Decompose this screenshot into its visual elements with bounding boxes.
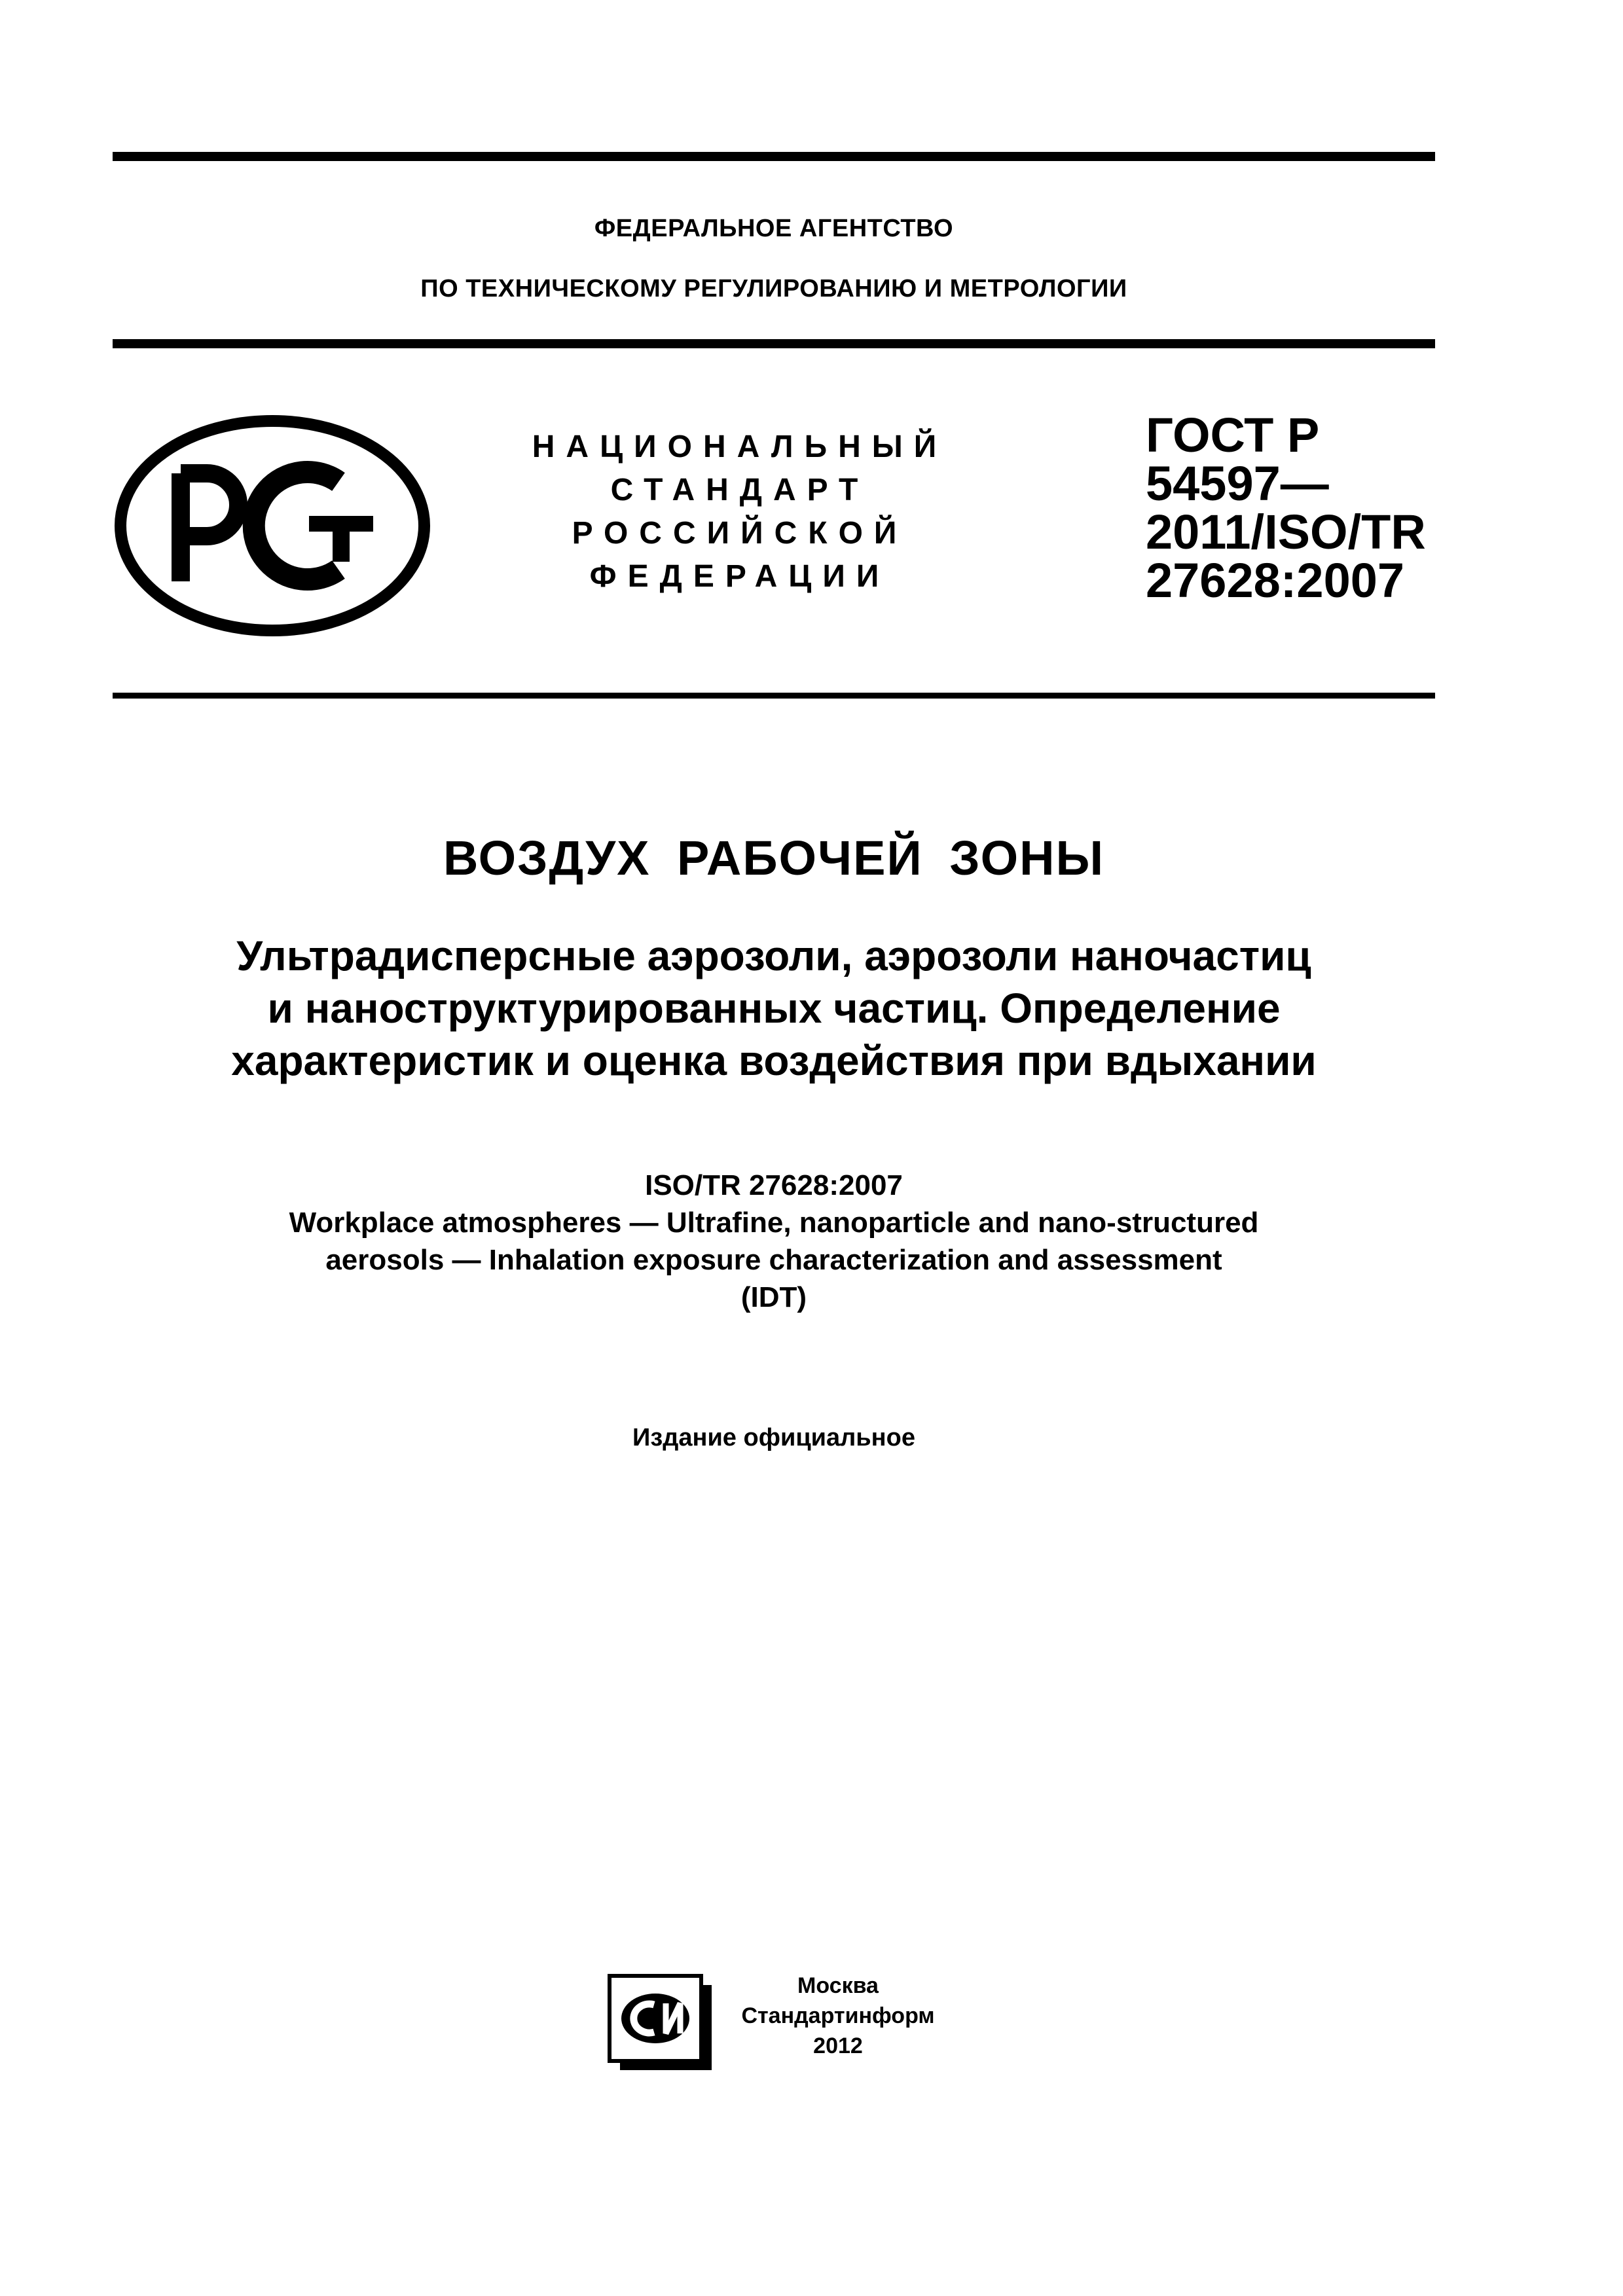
international-standard-reference	[113, 1167, 1435, 1316]
iso-equivalence: (IDT)	[740, 1281, 807, 1313]
iso-title-line: aerosols — Inhalation exposure characterization and assessment	[325, 1244, 1222, 1276]
standard-designation	[1146, 408, 1434, 608]
subtitle-line: и наноструктурированных частиц. Определение	[267, 985, 1281, 1032]
iso-code: ISO/TR 27628:2007	[645, 1169, 903, 1201]
publisher-block	[720, 1971, 956, 2061]
iso-title-line: Workplace atmospheres — Ultrafine, nanoparticle and nano-structured	[289, 1207, 1259, 1239]
subtitle-line: характеристик и оценка воздействия при вдыхании	[231, 1037, 1317, 1084]
standartinform-logo-icon	[606, 1972, 721, 2077]
designation-line: 27628:2007	[1146, 553, 1405, 608]
document-title: ВОЗДУХ РАБОЧЕЙ ЗОНЫ	[443, 831, 1105, 885]
subtitle-line: Ультрадисперсные аэрозоли, аэрозоли наночастиц	[236, 932, 1311, 979]
top-rule	[113, 152, 1435, 161]
agency-line-2: ПО ТЕХНИЧЕСКОМУ РЕГУЛИРОВАНИЮ И МЕТРОЛОГИИ	[420, 275, 1127, 302]
agency-rule	[113, 339, 1435, 348]
document-subtitle	[113, 930, 1435, 1087]
publisher-city: Москва	[797, 1973, 879, 1998]
agency-line-1: ФЕДЕРАЛЬНОЕ АГЕНТСТВО	[594, 215, 954, 242]
designation-line: ГОСТ Р	[1146, 408, 1320, 462]
header-bottom-rule	[113, 693, 1435, 699]
rst-conformity-mark-icon	[113, 411, 432, 640]
publisher-name: Стандартинформ	[741, 2003, 935, 2028]
national-standard-line: НАЦИОНАЛЬНЫЙ	[532, 429, 948, 464]
national-standard-line: СТАНДАРТ	[610, 473, 869, 507]
designation-line: 2011/ISO/TR	[1146, 505, 1426, 559]
national-standard-line: РОССИЙСКОЙ	[572, 516, 908, 551]
designation-line: 54597—	[1146, 456, 1329, 511]
edition-label: Издание официальное	[632, 1424, 915, 1451]
publication-year: 2012	[813, 2033, 863, 2058]
national-standard-label	[498, 426, 982, 598]
national-standard-line: ФЕДЕРАЦИИ	[589, 559, 890, 594]
